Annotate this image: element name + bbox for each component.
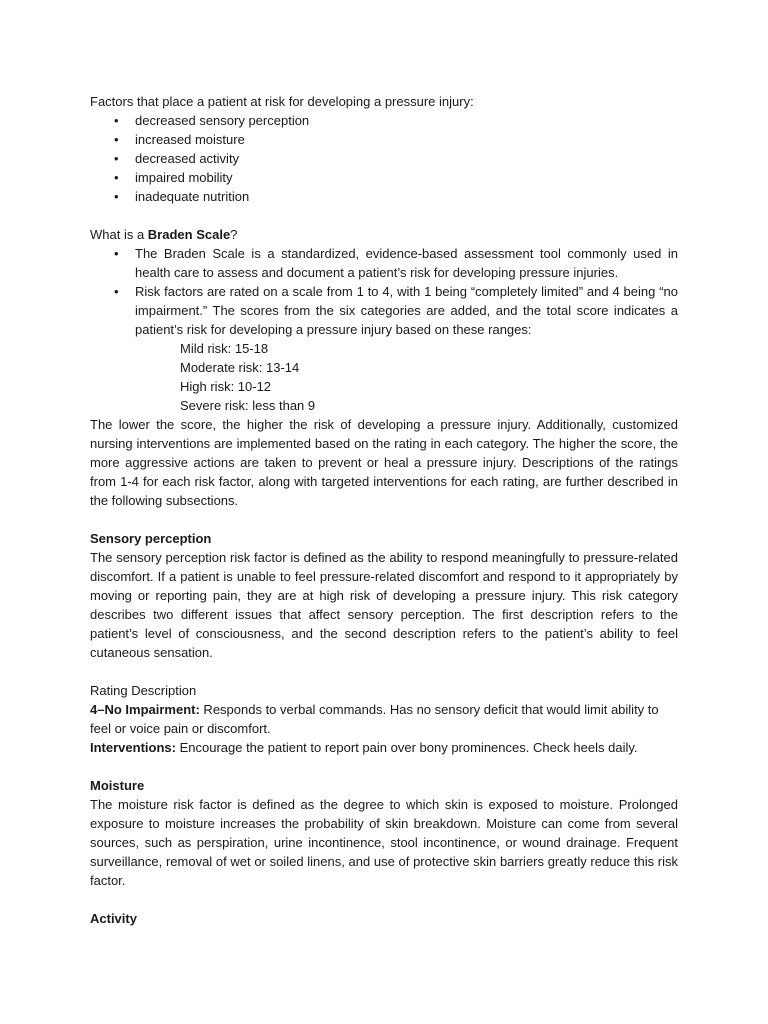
list-item: • Risk factors are rated on a scale from 1 to 4, with 1 being “completely limited” and 4 being “no impairment.” The scores from the six categories are added, and the total score indicates a patient’s risk for developing a pressure injury based on these ranges: — [90, 282, 678, 339]
list-item: • inadequate nutrition — [90, 187, 678, 206]
list-item: • increased moisture — [90, 130, 678, 149]
rating-row — [90, 700, 678, 738]
sensory-body: The sensory perception risk factor is defined as the ability to respond meaningfully to pressure-related discomfort. If a patient is unable to feel pressure-related discomfort and respond to it appropriately by moving or reporting pain, they are at high risk of developing a pressure injury. This risk category describes two different issues that affect sensory perception. The first description refers to the patient’s level of consciousness, and the second description refers to the patient’s ability to feel cutaneous sensation. — [90, 550, 678, 660]
activity-heading: Activity — [90, 911, 137, 926]
interventions-label: Interventions: — [90, 740, 176, 755]
rating-label: 4–No Impairment: — [90, 702, 200, 717]
moisture-heading: Moisture — [90, 778, 145, 793]
interventions-text: Encourage the patient to report pain over bony prominences. Check heels daily. — [175, 740, 638, 755]
risk-ranges — [90, 339, 678, 415]
moisture-body: The moisture risk factor is defined as the degree to which skin is exposed to moisture. Prolonged exposure to moisture increases the probability of skin breakdown. Moisture can come from several sources, such as perspiration, urine incontinence, stool incontinence, or wound drainage. Frequent surveillance, removal of wet or soiled linens, and use of protective skin barriers greatly reduce this risk factor. — [90, 797, 678, 888]
document-page — [90, 92, 678, 928]
sensory-heading: Sensory perception — [90, 531, 212, 546]
risk-range-item: Severe risk: less than 9 — [180, 398, 316, 413]
risk-factors-list — [90, 111, 678, 206]
braden-question-prefix: What is a — [90, 227, 148, 242]
list-item: • The Braden Scale is a standardized, evidence-based assessment tool commonly used in health care to assess and document a patient’s risk for developing pressure injuries. — [90, 244, 678, 282]
list-item: • decreased sensory perception — [90, 111, 678, 130]
braden-question-term: Braden Scale — [147, 227, 231, 242]
interventions-row — [90, 738, 678, 757]
risk-range-item: Moderate risk: 13-14 — [180, 360, 300, 375]
rating-text: Responds to verbal commands. Has no sensory deficit that would limit ability to feel or voice pain or discomfort. — [90, 702, 659, 736]
braden-question-suffix: ? — [230, 227, 238, 242]
braden-list — [90, 244, 678, 339]
braden-question — [90, 225, 678, 244]
list-item: • impaired mobility — [90, 168, 678, 187]
rating-table-header: Rating Description — [90, 683, 197, 698]
risk-range-item: High risk: 10-12 — [180, 379, 272, 394]
list-item: • decreased activity — [90, 149, 678, 168]
braden-summary: The lower the score, the higher the risk of developing a pressure injury. Additionally, customized nursing interventions are implemented based on the rating in each category. The higher the score, the more aggressive actions are taken to prevent or heal a pressure injury. Descriptions of the ratings from 1-4 for each risk factor, along with targeted interventions for each rating, are further described in the following subsections. — [90, 417, 678, 508]
risk-factors-heading: Factors that place a patient at risk for developing a pressure injury: — [90, 94, 474, 109]
risk-range-item: Mild risk: 15-18 — [180, 341, 269, 356]
